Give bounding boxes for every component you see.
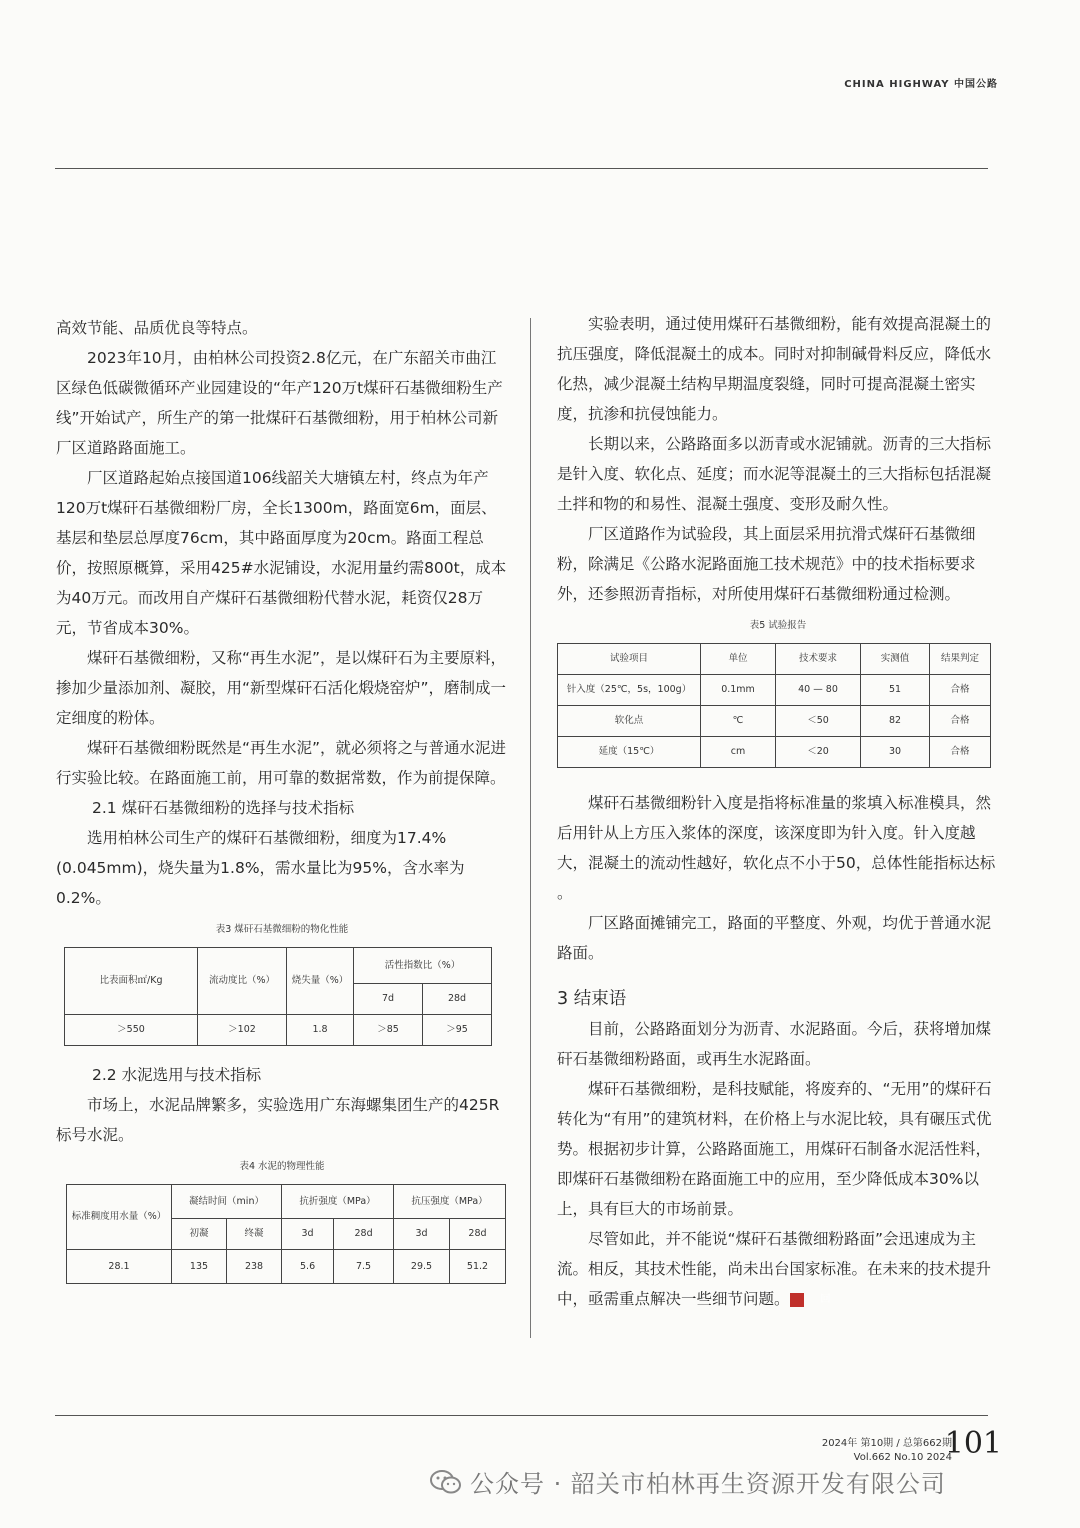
- table-cell: 针入度（25℃，5s，100g）: [558, 675, 701, 706]
- table-cell: 82: [861, 706, 930, 737]
- column-divider: [530, 318, 531, 1338]
- table-header: 活性指数比（%）: [354, 948, 492, 984]
- table-cell: ＜20: [776, 737, 861, 768]
- paragraph: 厂区道路作为试验段，其上面层采用抗滑式煤矸石基微细粉，除满足《公路水泥路面施工技术规范》中的技术指标要求外，还参照沥青指标，对所使用煤矸石基微细粉通过检测。: [557, 525, 976, 603]
- table-header: 3d: [282, 1219, 334, 1250]
- issue-info: [822, 1437, 952, 1465]
- watermark: [430, 1464, 946, 1499]
- table-cell: ＞102: [198, 1015, 287, 1046]
- table-cell: 软化点: [558, 706, 701, 737]
- table-cell: ＞550: [65, 1015, 198, 1046]
- table-header: 28d: [334, 1219, 394, 1250]
- table-header: 终凝: [227, 1219, 282, 1250]
- table-cell: cm: [701, 737, 776, 768]
- section-heading: 2.2 水泥选用与技术指标: [92, 1066, 262, 1084]
- paragraph-text: 尽管如此，并不能说“煤矸石基微细粉路面”会迅速成为主流。相反，其技术性能，尚未出台国家标准。在未来的技术提升中，亟需重点解决一些细节问题。: [557, 1230, 992, 1308]
- table-cell: 5.6: [282, 1250, 334, 1284]
- table-cell: 合格: [930, 675, 991, 706]
- table-4: [66, 1184, 506, 1284]
- paragraph: [557, 1224, 999, 1314]
- table-header: 实测值: [861, 644, 930, 675]
- wechat-icon: [430, 1469, 462, 1495]
- header-rule: [55, 168, 988, 169]
- paragraph: 长期以来，公路路面多以沥青或水泥铺就。沥青的三大指标是针入度、软化点、延度；而水泥等混凝土的三大指标包括混凝土拌和物的和易性、混凝土强度、变形及耐久性。: [557, 435, 992, 513]
- right-column: [557, 309, 999, 1314]
- section-heading: 2.1 煤矸石基微细粉的选择与技术指标: [92, 799, 355, 817]
- table-header: 28d: [449, 1219, 505, 1250]
- table-header: 抗压强度（MPa）: [394, 1185, 506, 1219]
- table-caption: 表3 煤矸石基微细粉的物化性能: [215, 924, 349, 935]
- paragraph: 煤矸石基微细粉，又称“再生水泥”，是以煤矸石为主要原料，掺加少量添加剂、凝胶，用“新型煤矸石活化煅烧窑炉”，磨制成一定细度的粉体。: [56, 649, 507, 727]
- watermark-text: 公众号 · 韶关市柏林再生资源开发有限公司: [470, 1470, 946, 1498]
- paragraph: 煤矸石基微细粉既然是“再生水泥”，就必须将之与普通水泥进行实验比较。在路面施工前，用可靠的数据常数，作为前提保障。: [56, 739, 507, 787]
- footer-rule: [55, 1415, 988, 1416]
- table-cell: ＞85: [354, 1015, 423, 1046]
- table-header: 烧失量（%）: [287, 948, 354, 1015]
- table-cell: 1.8: [287, 1015, 354, 1046]
- issue-line: 2024年 第10期 / 总第662期: [821, 1438, 952, 1449]
- table-cell: ＞95: [423, 1015, 492, 1046]
- issue-line: Vol.662 No.10 2024: [853, 1452, 952, 1463]
- left-column: [56, 313, 508, 1284]
- table-header: 流动度比（%）: [198, 948, 287, 1015]
- table-cell: 51.2: [449, 1250, 505, 1284]
- table-row: [558, 737, 991, 768]
- table-cell: 延度（15℃）: [558, 737, 701, 768]
- table-cell: 238: [227, 1250, 282, 1284]
- table-cell: 40 — 80: [776, 675, 861, 706]
- table-cell: ℃: [701, 706, 776, 737]
- table-cell: 合格: [930, 706, 991, 737]
- table-cell: 30: [861, 737, 930, 768]
- table-header: 抗折强度（MPa）: [282, 1185, 394, 1219]
- table-header: 初凝: [172, 1219, 227, 1250]
- table-row: [558, 675, 991, 706]
- table-cell: 51: [861, 675, 930, 706]
- table-header: 结果判定: [930, 644, 991, 675]
- running-header: CHINA HIGHWAY 中国公路: [844, 79, 998, 90]
- paragraph: 煤矸石基微细粉针入度是指将标准量的浆填入标准模具，然后用针从上方压入浆体的深度，该深度即为针入度。针入度越大，混凝土的流动性越好，软化点不小于50，总体性能指标达标 。: [557, 794, 996, 902]
- paragraph: 2023年10月，由柏林公司投资2.8亿元，在广东韶关市曲江区绿色低碳微循环产业园建设的“年产120万t煤矸石基微细粉生产线”开始试产，所生产的第一批煤矸石基微细粉，用于柏林公司新厂区道路路面施工。: [56, 349, 503, 457]
- table-cell: 0.1mm: [701, 675, 776, 706]
- table-cell: ＜50: [776, 706, 861, 737]
- end-mark-icon: 回: [790, 1293, 804, 1307]
- table-cell: 29.5: [394, 1250, 450, 1284]
- table-header: 3d: [394, 1219, 450, 1250]
- paragraph: 实验表明，通过使用煤矸石基微细粉，能有效提高混凝土的抗压强度，降低混凝土的成本。同时对抑制碱骨料反应，降低水化热，减少混凝土结构早期温度裂缝，同时可提高混凝土密实度，抗渗和抗侵蚀能力。: [557, 315, 992, 423]
- table-caption: 表5 试验报告: [749, 620, 807, 631]
- table-cell: 28.1: [67, 1250, 172, 1284]
- table-header: 试验项目: [558, 644, 701, 675]
- table-5: [557, 643, 991, 768]
- table-row: [558, 706, 991, 737]
- table-cell: 135: [172, 1250, 227, 1284]
- paragraph: 高效节能、品质优良等特点。: [56, 319, 258, 337]
- table-3: [64, 947, 492, 1046]
- section-heading: 3 结束语: [557, 989, 627, 1009]
- table-header: 技术要求: [776, 644, 861, 675]
- table-caption: 表4 水泥的物理性能: [239, 1161, 325, 1172]
- paragraph: 煤矸石基微细粉，是科技赋能，将废弃的、“无用”的煤矸石转化为“有用”的建筑材料，在价格上与水泥比较，具有碾压式优势。根据初步计算，公路路面施工，用煤矸石制备水泥活性料，即煤矸石基微细粉在路面施工中的应用，至少降低成本30%以上，具有巨大的市场前景。: [557, 1080, 992, 1218]
- paragraph: 选用柏林公司生产的煤矸石基微细粉，细度为17.4%(0.045mm)，烧失量为1.8%，需水量比为95%，含水率为0.2%。: [56, 829, 465, 907]
- table-header: 7d: [354, 984, 423, 1015]
- paragraph: 厂区道路起始点接国道106线韶关大塘镇左村，终点为年产120万t煤矸石基微细粉厂房，全长1300m，路面宽6m，面层、基层和垫层总厚度76cm，其中路面厚度为20cm。路面工程总价，按照原概算，采用425#水泥铺设，水泥用量约需800t，成本为40万元。而改用自产煤矸石基微细粉代替水泥，耗资仅28万元，节省成本30%。: [56, 469, 507, 637]
- paragraph: 市场上，水泥品牌繁多，实验选用广东海螺集团生产的425R标号水泥。: [56, 1096, 500, 1144]
- table-header: 比表面积㎡/Kg: [65, 948, 198, 1015]
- table-header: 凝结时间（min）: [172, 1185, 282, 1219]
- table-cell: 合格: [930, 737, 991, 768]
- page-number: 101: [944, 1426, 1002, 1461]
- table-header: 28d: [423, 984, 492, 1015]
- table-header: 单位: [701, 644, 776, 675]
- paragraph: 目前，公路路面划分为沥青、水泥路面。今后，获将增加煤矸石基微细粉路面，或再生水泥路面。: [557, 1020, 992, 1068]
- paragraph: 厂区路面摊铺完工，路面的平整度、外观，均优于普通水泥路面。: [557, 914, 992, 962]
- table-cell: 7.5: [334, 1250, 394, 1284]
- table-header: 标准稠度用水量（%）: [67, 1185, 172, 1250]
